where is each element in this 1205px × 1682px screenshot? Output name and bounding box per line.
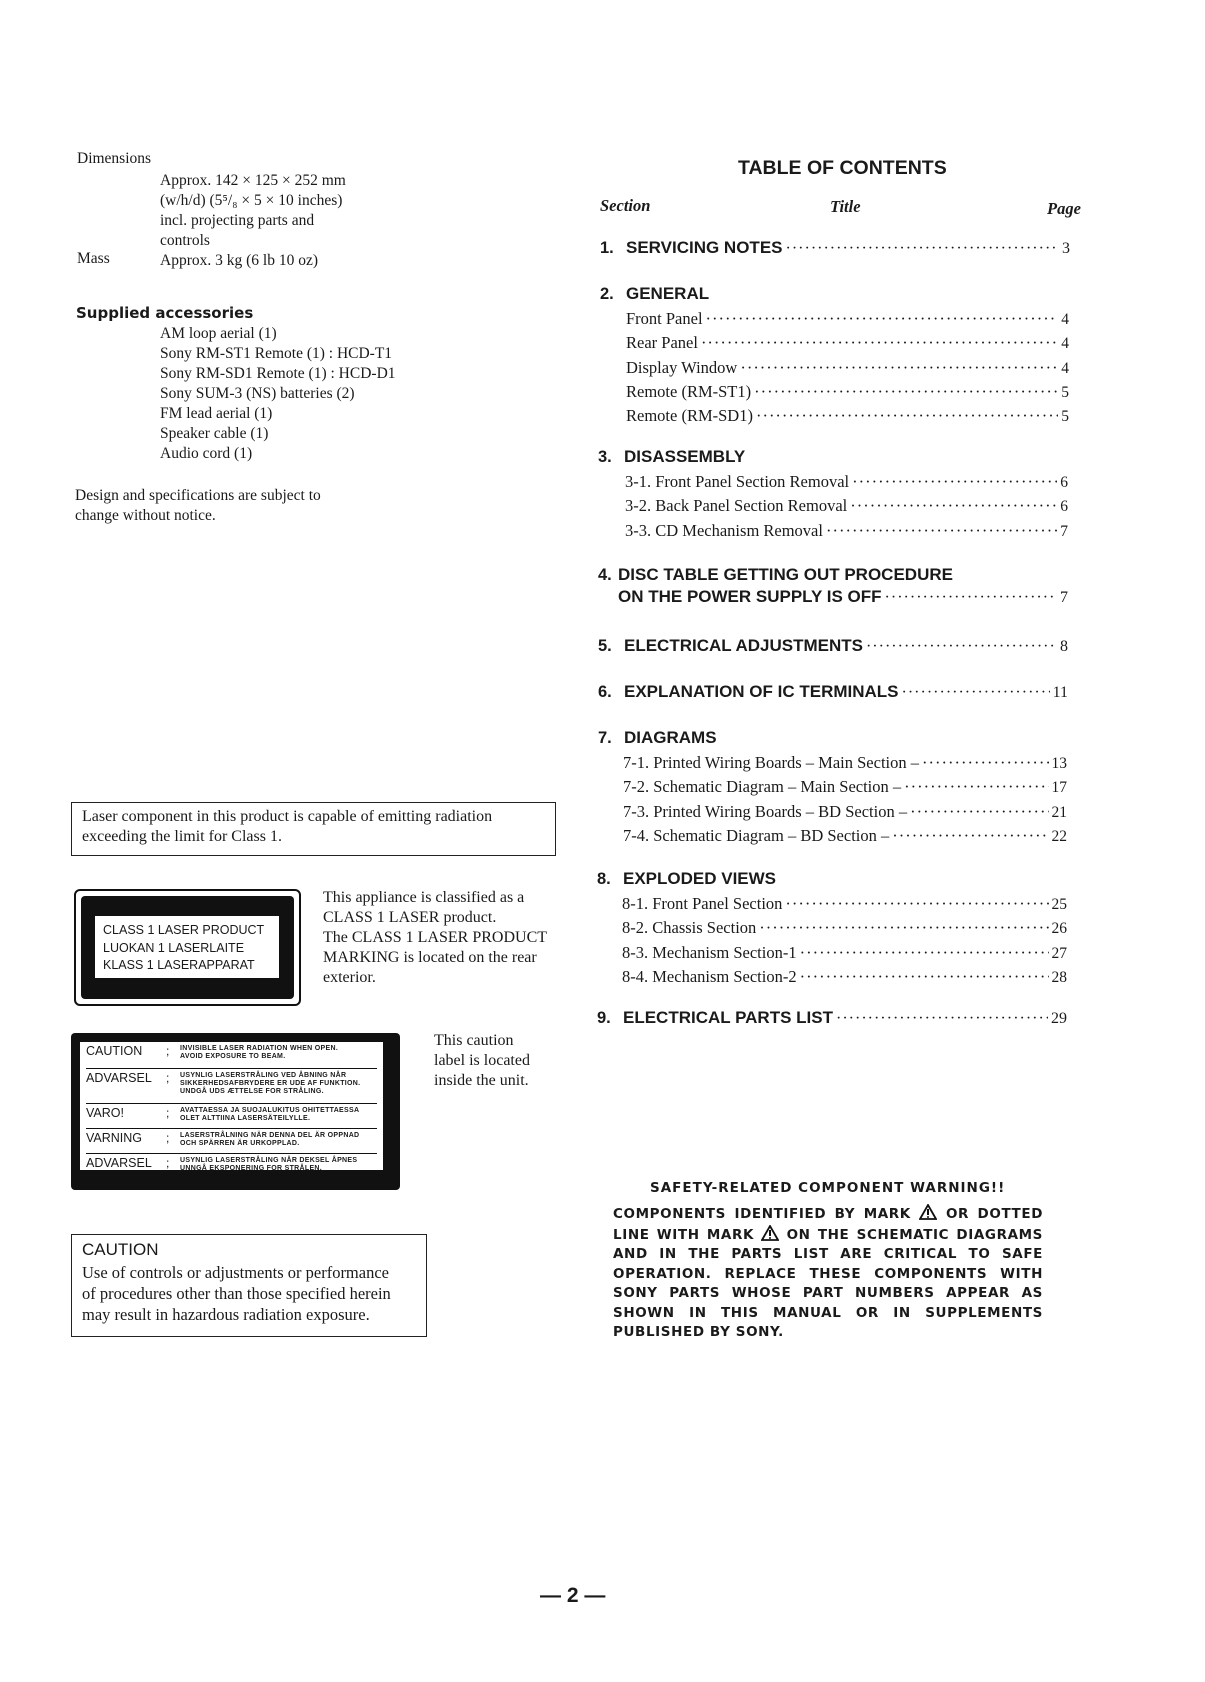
- toc-section: [598, 682, 1068, 702]
- toc-subsection-list: [623, 751, 1067, 848]
- accessory-item: Sony SUM-3 (NS) batteries (2): [160, 385, 355, 402]
- caution-row-lang: VARNING: [86, 1131, 143, 1145]
- caution-label-note-line: label is located: [434, 1052, 530, 1069]
- caution-row-sep: ;: [166, 1131, 170, 1145]
- caution-row-sep: ;: [166, 1156, 170, 1170]
- caution-row-lang: ADVARSEL: [86, 1071, 152, 1085]
- toc-subsection: 7-4. Schematic Diagram – BD Section – ····· 22: [623, 824, 1067, 848]
- warning-triangle-icon: [761, 1225, 779, 1241]
- toc-subsection: 8-2. Chassis Section ····· 26: [622, 916, 1067, 940]
- toc-subsection: 8-3. Mechanism Section-1 ····· 27: [622, 941, 1067, 965]
- toc-section-title: DIAGRAMS: [624, 728, 717, 747]
- caution-row-sep: ;: [166, 1071, 170, 1085]
- toc-subsection: Remote (RM-ST1) ····· 5: [626, 380, 1069, 404]
- toc-subsection: 7-3. Printed Wiring Boards – BD Section – ····· 21: [623, 800, 1067, 824]
- toc-subsection: 7-2. Schematic Diagram – Main Section – ····· 17: [623, 775, 1067, 799]
- toc-subsection: Rear Panel ····· 4: [626, 331, 1069, 355]
- toc-section: [598, 447, 1068, 467]
- toc-section-title-cont: ON THE POWER SUPPLY IS OFF: [618, 587, 882, 606]
- caution-box: [71, 1234, 427, 1337]
- laser-notice-line: exceeding the limit for Class 1.: [82, 828, 282, 845]
- class1-label-line: KLASS 1 LASERAPPARAT: [103, 958, 255, 972]
- toc-section-number: 7.: [598, 729, 612, 747]
- laser-notice-line: Laser component in this product is capable of emitting radiation: [82, 808, 493, 825]
- toc-section-number: 6.: [598, 683, 612, 701]
- toc-col-title: Title: [830, 197, 861, 216]
- toc-section-number: 8.: [597, 870, 611, 888]
- page-number: — 2 —: [540, 1584, 606, 1607]
- safety-text: COMPONENTS IDENTIFIED BY MARK: [613, 1206, 911, 1222]
- caution-box-line: of procedures other than those specified herein: [82, 1284, 391, 1303]
- class1-description-line: CLASS 1 LASER product.: [323, 909, 497, 926]
- toc-section-number: 5.: [598, 637, 612, 655]
- class1-description-line: MARKING is located on the rear: [323, 949, 537, 966]
- dimensions-value: [160, 171, 346, 251]
- toc-subsection-list: [622, 892, 1067, 989]
- class1-label-line: CLASS 1 LASER PRODUCT: [103, 923, 265, 937]
- toc-page: 7: [1060, 589, 1068, 606]
- dimensions-line: incl. projecting parts and: [160, 212, 315, 229]
- toc-section-title: ELECTRICAL PARTS LIST: [623, 1008, 833, 1027]
- design-note-line: change without notice.: [75, 507, 216, 524]
- caution-row-text: USYNLIG LASERSTRÅLING VED ÅBNING NÅR SIKKERHEDSAFBRYDERE ER UDE AF FUNKTION. UNDGÅ UDS ÆTTELSE FOR STRÅLING.: [180, 1072, 361, 1095]
- caution-row-lang: CAUTION: [86, 1044, 143, 1058]
- safety-warning-body: [613, 1204, 1043, 1343]
- toc-section-title: EXPLANATION OF IC TERMINALS: [624, 682, 899, 701]
- toc-subsection: Display Window ····· 4: [626, 356, 1069, 380]
- mass-label: Mass: [77, 250, 110, 267]
- caution-row-lang: VARO!: [86, 1106, 124, 1120]
- toc-section: [597, 1008, 1067, 1028]
- accessory-item: Speaker cable (1): [160, 425, 269, 442]
- toc-title: TABLE OF CONTENTS: [738, 157, 947, 179]
- dimensions-line: Approx. 142 × 125 × 252 mm: [160, 172, 346, 189]
- toc-section: [598, 636, 1068, 656]
- caution-row: [86, 1129, 377, 1154]
- class1-description-line: This appliance is classified as a: [323, 889, 525, 906]
- toc-page: 8: [1060, 638, 1068, 655]
- toc-subsection-list: [625, 470, 1068, 543]
- design-note-line: Design and specifications are subject to: [75, 487, 321, 504]
- laser-notice-box: [71, 802, 556, 856]
- toc-section-title: GENERAL: [626, 284, 710, 303]
- toc-section: [600, 238, 1070, 258]
- toc-subsection: 3-3. CD Mechanism Removal ····· 7: [625, 519, 1068, 543]
- toc-col-section: Section: [600, 196, 651, 215]
- toc-section-number: 4.: [598, 566, 612, 584]
- accessory-item: AM loop aerial (1): [160, 325, 277, 342]
- accessories-list: [160, 324, 396, 464]
- caution-laser-label: [71, 1033, 400, 1190]
- class1-description-line: The CLASS 1 LASER PRODUCT: [323, 929, 548, 946]
- accessory-item: Audio cord (1): [160, 445, 253, 462]
- toc-subsection-list: [626, 307, 1069, 428]
- toc-section: [597, 869, 1067, 889]
- design-note: [75, 486, 321, 526]
- dimensions-line: controls: [160, 232, 210, 249]
- toc-section-number: 1.: [600, 239, 614, 257]
- class1-label-line: LUOKAN 1 LASERLAITE: [103, 940, 245, 955]
- warning-triangle-icon: [919, 1204, 937, 1220]
- toc-subsection: 7-1. Printed Wiring Boards – Main Section – ····· 13: [623, 751, 1067, 775]
- accessory-item: Sony RM-SD1 Remote (1) : HCD-D1: [160, 365, 396, 382]
- class1-laser-label: [74, 889, 301, 1006]
- toc-section-number: 2.: [600, 285, 614, 303]
- safety-text: OR DOTTED LINE WITH MARK: [613, 1206, 1043, 1243]
- toc-subsection: 8-4. Mechanism Section-2 ····· 28: [622, 965, 1067, 989]
- class1-description: [323, 888, 547, 988]
- dimensions-label: Dimensions: [77, 150, 152, 167]
- caution-row: [86, 1069, 377, 1104]
- caution-row-sep: ;: [166, 1044, 170, 1058]
- caution-row: [86, 1104, 377, 1129]
- toc-page: 29: [1051, 1010, 1067, 1027]
- dimensions-line: (w/h/d) (5⁵/₈ × 5 × 10 inches): [160, 192, 343, 209]
- caution-row: [86, 1042, 377, 1069]
- caution-box-line: may result in hazardous radiation exposure.: [82, 1305, 370, 1324]
- caution-row-lang: ADVARSEL: [86, 1156, 152, 1170]
- accessory-item: Sony RM-ST1 Remote (1) : HCD-T1: [160, 345, 393, 362]
- toc-subsection: 3-1. Front Panel Section Removal ····· 6: [625, 470, 1068, 494]
- toc-subsection: 3-2. Back Panel Section Removal ····· 6: [625, 494, 1068, 518]
- class1-description-line: exterior.: [323, 969, 376, 986]
- caution-row-text: LASERSTRÅLNING NÄR DENNA DEL ÄR OPPNAD OCH SPÄRREN ÄR URKOPPLAD.: [180, 1132, 360, 1147]
- safety-text: ON THE SCHEMATIC DIAGRAMS AND IN THE PARTS LIST ARE CRITICAL TO SAFE OPERATION. REPLACE THESE COMPONENTS WITH SONY PARTS WHOSE PART NUMBERS APPEAR AS SHOWN IN THIS MANUAL OR IN SUPPLEMENTS PUBLISHED BY SONY.: [613, 1226, 1043, 1340]
- toc-subsection: Front Panel ····· 4: [626, 307, 1069, 331]
- toc-section-title: EXPLODED VIEWS: [623, 869, 777, 888]
- caution-row-text: USYNLIG LASERSTRÅLING NÅR DEKSEL ÅPNES UNNGÅ EKSPONERING FOR STRÅLEN.: [180, 1157, 358, 1172]
- toc-section-title: SERVICING NOTES: [626, 238, 783, 257]
- toc-subsection: Remote (RM-SD1) ····· 5: [626, 404, 1069, 428]
- toc-page: 11: [1052, 684, 1068, 701]
- caution-row-text: INVISIBLE LASER RADIATION WHEN OPEN. AVOID EXPOSURE TO BEAM.: [180, 1045, 339, 1060]
- toc-section-number: 9.: [597, 1009, 611, 1027]
- accessories-heading: Supplied accessories: [76, 304, 254, 322]
- accessory-item: FM lead aerial (1): [160, 405, 273, 422]
- caution-row: [86, 1154, 377, 1174]
- toc-section-title: ELECTRICAL ADJUSTMENTS: [624, 636, 863, 655]
- toc-col-page: Page: [1047, 199, 1081, 218]
- caution-box-line: Use of controls or adjustments or performance: [82, 1263, 389, 1282]
- caution-row-sep: ;: [166, 1106, 170, 1120]
- mass-value: Approx. 3 kg (6 lb 10 oz): [160, 252, 318, 269]
- toc-section-title: DISC TABLE GETTING OUT PROCEDURE: [618, 565, 953, 584]
- toc-section: [598, 565, 1068, 607]
- toc-section-number: 3.: [598, 448, 612, 466]
- toc-section: [598, 728, 1068, 748]
- caution-label-note-line: inside the unit.: [434, 1072, 529, 1089]
- toc-page: 3: [1062, 240, 1070, 257]
- safety-warning-heading: SAFETY-RELATED COMPONENT WARNING!!: [650, 1180, 1006, 1196]
- caution-label-note-line: This caution: [434, 1032, 514, 1049]
- toc-subsection: 8-1. Front Panel Section ····· 25: [622, 892, 1067, 916]
- toc-section: [600, 284, 1070, 304]
- caution-label-location-note: [434, 1031, 530, 1091]
- caution-box-heading: CAUTION: [82, 1240, 159, 1259]
- toc-section-title: DISASSEMBLY: [624, 447, 746, 466]
- caution-row-text: AVATTAESSA JA SUOJALUKITUS OHITETTAESSA OLET ALTTIINA LASERSÄTEILYLLE.: [180, 1107, 360, 1122]
